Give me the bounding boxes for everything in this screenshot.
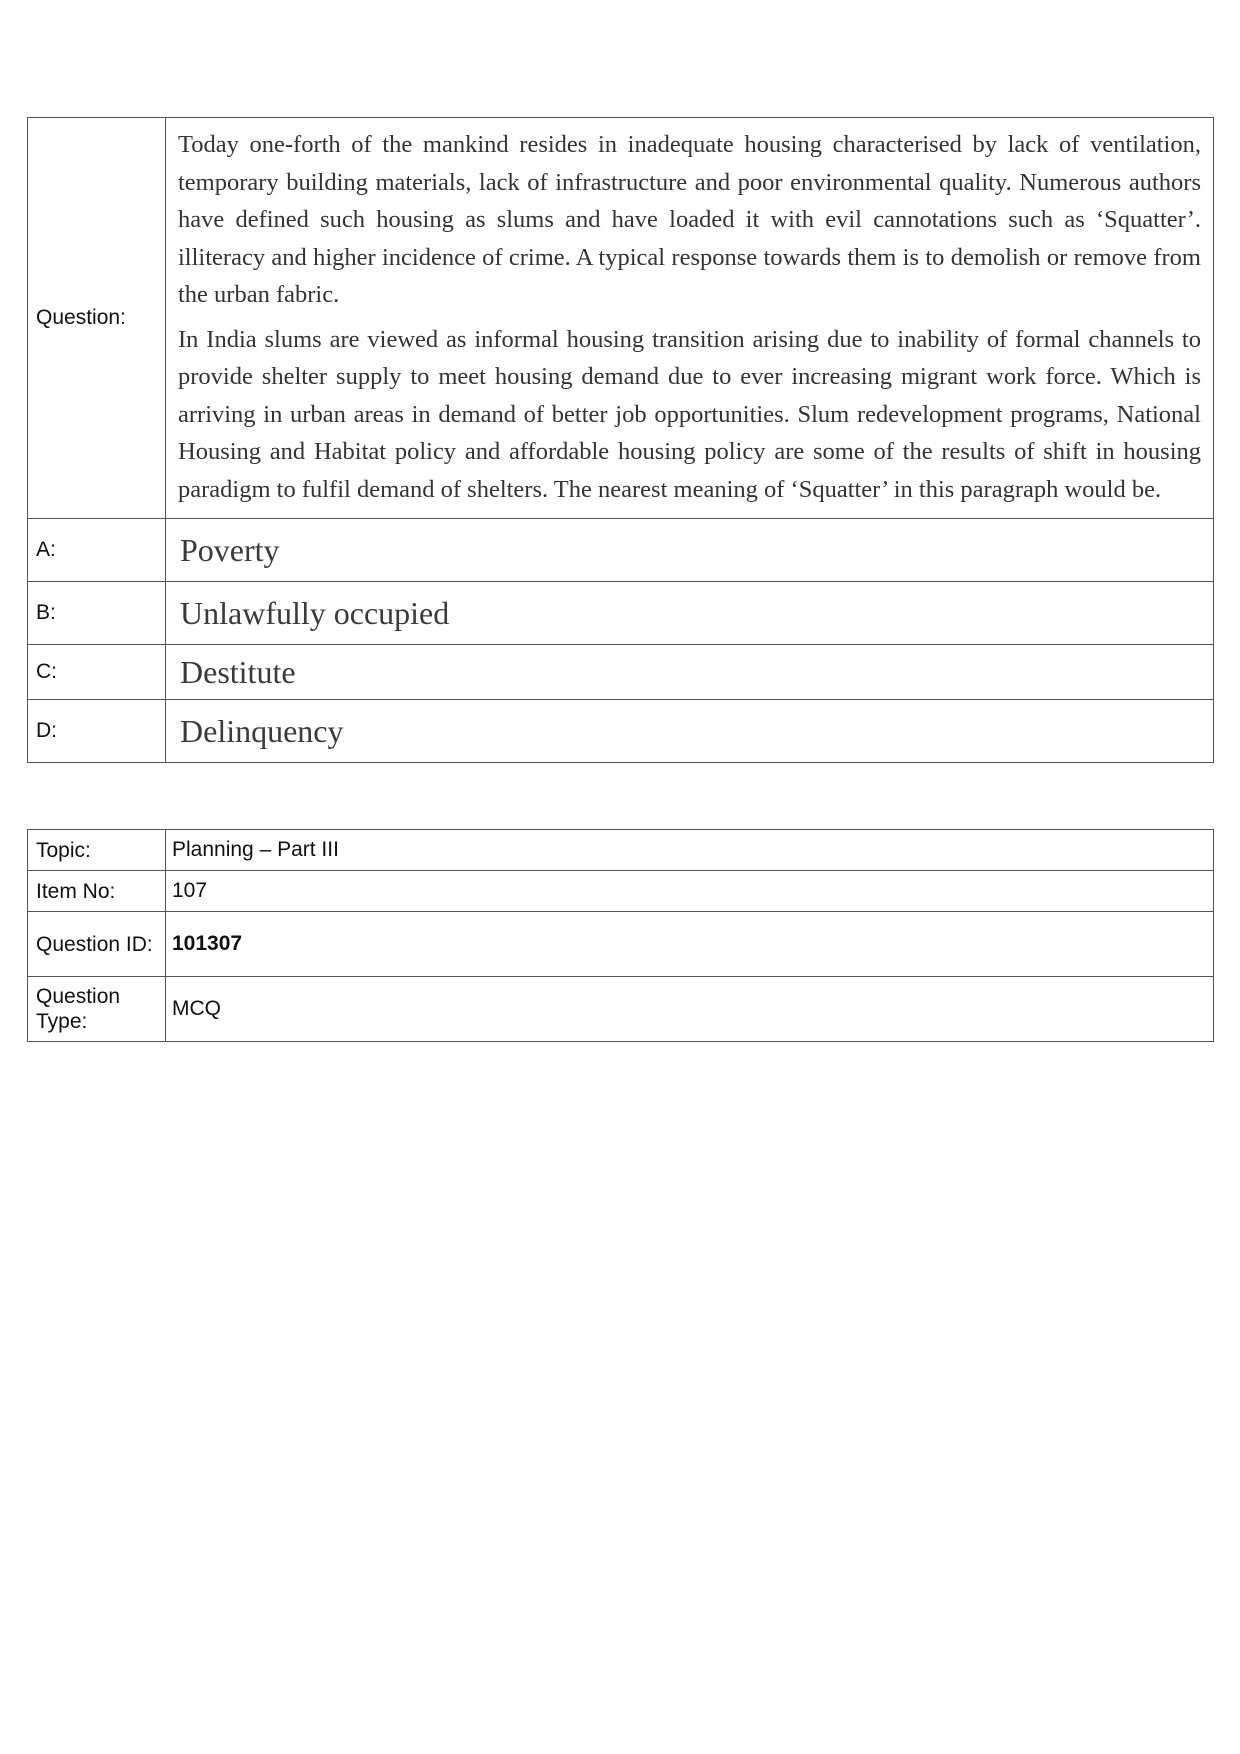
option-a-label: A: xyxy=(28,519,166,582)
meta-row-topic xyxy=(28,830,1214,871)
option-d-text: Delinquency xyxy=(166,700,1214,763)
meta-row-item-no xyxy=(28,871,1214,912)
question-row xyxy=(28,118,1214,519)
option-row-c xyxy=(28,645,1214,700)
question-table xyxy=(27,117,1214,763)
option-c-text: Destitute xyxy=(166,645,1214,700)
meta-table xyxy=(27,829,1214,1042)
option-row-b xyxy=(28,582,1214,645)
question-id-value: 101307 xyxy=(166,912,1214,977)
question-paragraph-2: In India slums are viewed as informal housing transition arising due to inability of formal channels to provide shelter supply to meet housing demand due to ever increasing migrant work force. Which is arriving in urban areas in demand of better job opportunities. Slum redevelopment programs, National Housing and Habitat policy and affordable housing policy are some of the results of shift in housing paradigm to fulfil demand of shelters. The nearest meaning of ‘Squatter’ in this paragraph would be. xyxy=(178,325,1201,503)
topic-value: Planning – Part III xyxy=(166,830,1214,871)
question-label: Question: xyxy=(28,118,166,519)
question-paragraph-1: Today one-forth of the mankind resides in inadequate housing characterised by lack of ventilation, temporary building materials, lack of infrastructure and poor environmental quality. Numerous authors have defined such housing as slums and have loaded it with evil cannotations such as ‘Squatter’. illiteracy and higher incidence of crime. A typical response towards them is to demolish or remove from the urban fabric. xyxy=(178,131,1201,308)
meta-row-question-type xyxy=(28,977,1214,1042)
option-a-text: Poverty xyxy=(166,519,1214,582)
topic-label: Topic: xyxy=(28,830,166,871)
question-type-value: MCQ xyxy=(166,977,1214,1042)
question-id-label: Question ID: xyxy=(28,912,166,977)
option-row-a xyxy=(28,519,1214,582)
option-b-text: Unlawfully occupied xyxy=(166,582,1214,645)
option-row-d xyxy=(28,700,1214,763)
option-c-label: C: xyxy=(28,645,166,700)
option-d-label: D: xyxy=(28,700,166,763)
question-text xyxy=(166,118,1214,519)
item-no-value: 107 xyxy=(166,871,1214,912)
option-b-label: B: xyxy=(28,582,166,645)
item-no-label: Item No: xyxy=(28,871,166,912)
question-type-label: Question Type: xyxy=(28,977,166,1042)
meta-row-question-id xyxy=(28,912,1214,977)
